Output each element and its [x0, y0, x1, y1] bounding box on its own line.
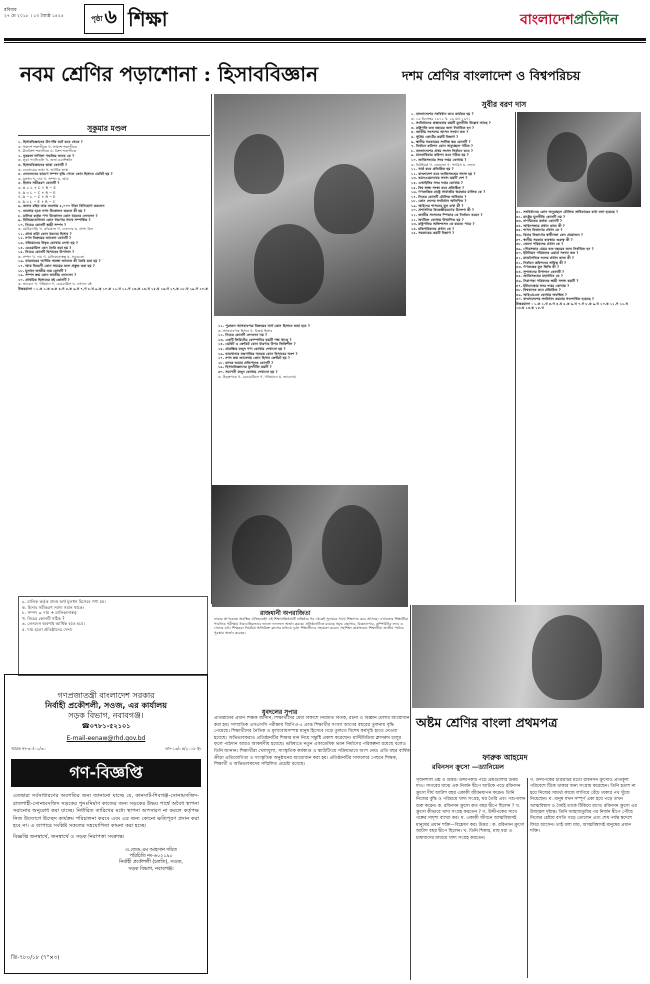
column-rule — [410, 605, 411, 980]
photo-figure — [532, 615, 602, 700]
question-line: ২০. প্রশাসনিক বিকেন্দ্রীকরণের উদ্দেশ্য কী ? — [411, 208, 474, 213]
class9-questions-continued — [218, 324, 406, 604]
question-line: ক. মোটরগাড়ি খ. কাঁচামাল গ. দেনাদার ঘ. প্রাপ্য বিল — [18, 227, 94, 232]
column-rule — [211, 94, 212, 604]
question-line: গ. ঊনবিংশ শতাব্দীতে ঘ. বিংশ শতাব্দীতে — [18, 149, 77, 154]
issue-date — [4, 8, 64, 20]
question-line: ২৪. ডেবিট ও ক্রেডিট কোন ধারণার উপর ভিত্তিশীল ? — [218, 342, 296, 347]
question-line: ৪২. নির্বাচন কমিশনের দায়িত্ব কী ? — [516, 260, 567, 265]
class8-text-b — [530, 778, 642, 984]
question-line: ১৭. আয় বিবরণী কোন সময়ের জন্য প্রস্তুত করা হয় ? — [18, 264, 95, 269]
headline-class9: নবম শ্রেণির পড়াশোনা : হিসাববিজ্ঞান — [20, 62, 319, 86]
question-line: খ. A = L − C + R − E — [18, 190, 56, 195]
question-line: ৪. জাতীয় সংসদের আসন সংখ্যা কত ? — [411, 130, 469, 135]
question-line: ক. নিউইয়র্ক খ. জেনেভা গ. প্যারিস ঘ. লন্ডন — [411, 162, 476, 167]
notice-banner: গণ-বিজ্ঞপ্তি — [11, 759, 201, 787]
notice-email[interactable]: E-mail-eenaw@rhd.gov.bd — [66, 735, 146, 742]
question-line: ২. সংবিধানের প্রস্তাবনায় কয়টি মূলনীতি উল্লেখ আছে ? — [411, 121, 491, 126]
question-line: ৯. বিনিময়যোগ্যতা কোন ধারণার সাথে সম্পর্কিত ? — [18, 218, 91, 223]
column-rule — [527, 778, 528, 978]
question-line: ৪০. ইউনিয়ন পরিষদের ওয়ার্ড সংখ্যা কত ? — [516, 251, 579, 256]
notice-ref-left: স্মারক নং-৩০/০১/৩০ — [11, 746, 46, 751]
question-line: ক. উদ্বৃত্তপত্রে খ. রেওয়ামিলে গ. খতিয়ানে ঘ. জাবেদায় — [218, 374, 297, 379]
page-number: ৬ — [104, 6, 117, 28]
question-line: ২৪. মন্ত্রিপরিষদের প্রধান কে ? — [411, 226, 455, 231]
question-line: ২৫. সরকারের কয়টি বিভাগ ? — [411, 231, 455, 236]
question-line: ১৮. মূলধন জাতীয় ব্যয় কোনটি ? — [18, 268, 67, 273]
tip-item: ৮. সম্পদ = দায় + মালিকানাস্বত্ব — [22, 610, 77, 616]
question-line: ৩৫. শাসন বিভাগের প্রধান কে ? — [516, 228, 563, 233]
question-line: ৫. হিসাব সমীকরণ কোনটি ? — [18, 181, 60, 186]
question-line: ৪৪. সুশাসনের উপাদান কোনটি ? — [516, 269, 565, 274]
question-line: ১০. জাতিসংঘের সদর দপ্তর কোথায় ? — [411, 157, 467, 162]
class10-questions-continued — [516, 210, 636, 590]
notice-phone: ☎০৭৮১-৫২১০১ — [81, 722, 131, 730]
notice-ref-right: তাং-১৩/০৫/২০১৮ ইং — [165, 746, 201, 751]
question-line: ৪৯. আইএমএফ কোথায় অবস্থিত ? — [516, 292, 567, 297]
headline-class10: দশম শ্রেণির বাংলাদেশ ও বিশ্বপরিচয় — [402, 68, 581, 83]
question-line: ১৪. ওআইসির সদর দপ্তর কোথায় ? — [411, 180, 464, 185]
question-line: ১৩. কমনওয়েলথের সদস্য কয়টি দেশ ? — [411, 176, 468, 181]
class9-questions — [18, 140, 210, 595]
question-line: ২৭. নগদ ক্রয় জাবেদায় কোন হিসাব ক্রেডিট হয় ? — [218, 356, 290, 361]
question-line: ২৬. কারখানার যন্ত্রপাতির অবচয় কোন হিসাবের অংশ ? — [218, 351, 298, 356]
signature-line4: সড়ক বিভাগ, নবাবগঞ্জ। — [128, 866, 174, 872]
headline-class8: অষ্টম শ্রেণির বাংলা প্রথমপত্র — [416, 715, 558, 730]
class8-subtitle: রবিনসন ক্রুসো —ড্যানিয়েল — [432, 763, 504, 771]
question-line: ২১. পুরাতন আসবাবপত্র বিক্রয়ের অর্থ কোন হিসাবে জমা হবে ? — [218, 324, 310, 328]
story-title-jabnal: যুবদলের সুপার — [262, 709, 298, 716]
question-line: ৭. ব্যবসায় হতে নগদ উত্তোলন করলে কী হয় ? — [18, 208, 86, 213]
page-prefix: পৃষ্ঠা — [91, 15, 103, 23]
notice-end: বিজ্ঞপ্তি জনস্বার্থে, জনস্বার্থে ও সড়ক নিরাপত্তা সংক্রান্ত। — [13, 833, 125, 840]
question-line: ক. ব্যবসায়ের ভাষা খ. আর্থিক ভাষা — [18, 167, 69, 172]
question-line: গ. A − L − C + R − E — [18, 195, 56, 200]
question-line: ১৯. আইনের শাসনের মূল কথা কী ? — [411, 203, 464, 208]
question-line: ক. A = L + C + R − E — [18, 185, 56, 190]
question-line: ৫. সুপ্রিম কোর্টের কয়টি বিভাগ ? — [411, 134, 459, 139]
question-line: ১০. নিচের কোনটি স্থায়ী সম্পদ ? — [18, 222, 67, 227]
notice-body — [5, 787, 207, 842]
question-line: ১৪. রেওয়ামিল কেন তৈরি করা হয় ? — [18, 245, 72, 250]
question-line: ১৯. সম্পদ ক্রয় কোন জাতীয় লেনদেন ? — [18, 273, 77, 278]
notice-body-text: এতদ্বারা সর্বসাধারণের অবগতির জন্য জানানো যাচ্ছে যে, কানসাট-শিবগঞ্জ-সোনামসজিদ-রাজশাহী-সোনামসজিদ সড়কের পুনঃনির্মাণ কাজের জন্য সড়কের উভয় পার্শ্বে অবৈধ স্থাপনা সরানোর অনুরোধ করা যাচ্ছে। নির্ধারিত তারিখের মধ্যে স্থাপনা অপসারণ না করলে কর্তৃপক্ষ নিজ উদ্যোগে উচ্ছেদ কার্যক্রম পরিচালনা করবে এবং এর জন্য কোনো ক্ষতিপূরণ প্রদান করা হবে না। এ ব্যাপারে সংশ্লিষ্ট সকলের সহযোগিতা কামনা করা হচ্ছে। — [13, 793, 199, 830]
photo-figure — [314, 164, 374, 234]
issue-day: রবিবার — [4, 8, 17, 13]
question-line: ৪৭. ইউনেস্কোর সদর দপ্তর কোথায় ? — [516, 283, 570, 288]
question-line: ১১. সার্ক কবে প্রতিষ্ঠিত হয় ? — [411, 167, 454, 172]
question-line: ৬. স্থানীয় সরকারের সর্বনিম্ন স্তর কোনটি ? — [411, 139, 471, 144]
question-line: ৩৬. বিচার বিভাগের স্বাধীনতা কেন প্রয়োজন ? — [516, 232, 584, 237]
notice-refs — [5, 742, 207, 753]
question-line: ঘ. A = L − E + R − C — [18, 199, 56, 204]
question-line: ২০. প্রাথমিক হিসাবের বই কোনটি ? — [18, 277, 70, 282]
tips-box — [18, 596, 208, 676]
logo-part1: বাংলাদেশ — [520, 12, 574, 28]
class10-questions — [411, 112, 515, 442]
notice-line3: সড়ক বিভাগ, নবাবগঞ্জ। — [68, 711, 144, 720]
question-line: ৩৩. নাগরিকের কর্তব্য কোনটি ? — [516, 219, 563, 224]
question-line: ২৫. প্রারম্ভিক মজুদ পণ্য কোথায় দেখানো হয় ? — [218, 346, 286, 351]
photo-figure — [234, 134, 284, 194]
class8-paragraph: সৃজনশীল প্রশ্ন ও উত্তর। উদ্দীপকটি পড়ে প্রশ্নগুলোর উত্তর দাও। সাগরের মাঝে এক নির্জন দ্বীপে আটকে পড়ে রবিনসন ক্রুসো দীর্ঘ আটাশ বছর একাকী জীবনযাপন করেন। তিনি নিজের বুদ্ধি ও পরিশ্রমে খাদ্য সংগ্রহ, ঘর তৈরি এবং পশুপালন শুরু করেন। ক. রবিনসন ক্রুসো কত বছর দ্বীপে ছিলেন ? খ. ক্রুসো কীভাবে খাদ্য সংগ্রহ করতেন ? গ. উদ্দীপকের সাথে গল্পের সাদৃশ্য ব্যাখ্যা কর। ঘ. একাকী জীবনে আত্মবিশ্বাসই মানুষের প্রধান শক্তি—বিশ্লেষণ কর। উত্তর : ক. রবিনসন ক্রুসো আটাশ বছর দ্বীপে ছিলেন। খ. তিনি শিকার, মাছ ধরা ও চাষাবাদের মাধ্যমে খাদ্য সংগ্রহ করতেন। — [416, 778, 526, 841]
tip-item: ৯. মালিক কর্তৃক প্রদত্ত অর্থ মূলধন হিসেবে গণ্য হয়। — [22, 599, 106, 604]
question-line: ১১. প্রাপ্ত বাট্টা কোন ধরনের হিসাব ? — [18, 231, 72, 236]
question-line: ক. আসবাবপত্র হিসাব খ. বিক্রয় হিসাব — [218, 328, 273, 333]
question-line: ১৫. নিচের কোনটি হিসাবের উপাদান ? — [18, 250, 75, 255]
question-line: ৩৯. পৌরসভার মেয়র কত বছরের জন্য নির্বাচিত হন ? — [516, 246, 594, 251]
question-line: ২৮. ব্যাংক জমার প্রতিপাদক কোনটি ? — [218, 360, 274, 365]
question-line: ২৩. রাষ্ট্রপতির অভিশংসন কে করতে পারে ? — [411, 222, 475, 227]
question-line: ৪৫. জাতিসংঘের মহাসচিব কে ? — [516, 274, 563, 279]
question-line: ক. মূলধন খ. দায় গ. সম্পদ ঘ. আয় — [18, 176, 69, 181]
question-line: ২৩. একটি লিমিটেড কোম্পানির কয়টি পক্ষ থাকে ? — [218, 337, 292, 342]
story-text: প্রতিষ্ঠানের প্রধান শিক্ষক জানান, শিক্ষার্থীদের মেধা বিকাশে নিয়মিত বিতর্ক, রচনা ও বিজ্ঞান মেলার আয়োজন করা হয়। সাম্প্রতিক এসএসসি পরীক্ষায় জিপিএ-৫ প্রাপ্ত শিক্ষার্থীর সংখ্যা আগের বছরের তুলনায় বৃদ্ধি পেয়েছে। শিক্ষার্থীদের নৈতিক ও মূল্যবোধসম্পন্ন মানুষ হিসেবে গড়ে তুলতে বিশেষ কর্মসূচি হাতে নেওয়া হয়েছে। অভিভাবকরাও প্রতিষ্ঠানটির শিক্ষার মান নিয়ে সন্তুষ্টি প্রকাশ করেছেন। মাল্টিমিডিয়া ক্লাসরুম চালুর ফলে পাঠদান আরও আকর্ষণীয় হয়েছে। ভবিষ্যতে নতুন একাডেমিক ভবন নির্মাণের পরিকল্পনা রয়েছে বলেও তিনি জানান। শিক্ষার্থীরা খেলাধুলা, সাংস্কৃতিক কর্মকাণ্ড ও স্কাউটিংয়ে সক্রিয়ভাবে অংশ নেয়। প্রতি বছর বার্ষিক ক্রীড়া প্রতিযোগিতা ও সাংস্কৃতিক অনুষ্ঠানের আয়োজন করা হয়। প্রতিষ্ঠানটির সাফল্যের পেছনে শিক্ষক, শিক্ষার্থী ও অভিভাবকদের সম্মিলিত প্রচেষ্টা রয়েছে। — [214, 716, 410, 768]
photo-figure — [254, 224, 324, 304]
question-line: ২১. জাতীয় সংসদের স্পিকার কে নির্বাচন করেন ? — [411, 213, 483, 218]
page-number-box — [84, 4, 124, 34]
tip-item: ৫. দায় হলো প্রতিষ্ঠানের দেনা। — [22, 626, 73, 632]
header-rule-thin — [4, 42, 646, 43]
question-line: ৩০. সমাপনী মজুদ কোথায় দেখানো হয় ? — [218, 369, 278, 374]
newspaper-logo — [520, 8, 618, 32]
question-line: ১২. নগদ বিক্রয়ের জাবেদা কোনটি ? — [18, 236, 72, 241]
question-line: ক. পঞ্চদশ শতাব্দীতে খ. সপ্তদশ শতাব্দীতে — [18, 144, 77, 149]
photo-figure — [587, 152, 632, 202]
question-line: ক. লুকা প্যাসিওলি খ. জর্জ ওয়াশিংটন — [18, 158, 73, 163]
byline-class9: সুকুমার মণ্ডল — [87, 124, 127, 133]
question-line: ১৩. খতিয়ানের উদ্বৃত্ত কোথায় লেখা হয় ? — [18, 241, 78, 246]
question-line: ৪. লেনদেনের কারণে সম্পদ বৃদ্ধি পেলে কোন হিসাবে ডেবিট হয় ? — [18, 172, 113, 177]
section-title: শিক্ষা — [128, 7, 168, 31]
question-line: ১. হিসাববিজ্ঞানের উৎপত্তি ঘটে কবে থেকে ? — [18, 140, 83, 144]
question-line: ১২. বাংলাদেশ কবে জাতিসংঘের সদস্য হয় ? — [411, 171, 476, 176]
notice-line1: গণপ্রজাতন্ত্রী বাংলাদেশ সরকার — [57, 691, 155, 700]
question-line: ৯. মানবাধিকার কমিশন কবে গঠিত হয় ? — [411, 153, 469, 158]
question-line: ৪৮. বিশ্বব্যাংক কবে প্রতিষ্ঠিত ? — [516, 288, 561, 293]
question-line: ২২. নিচের কোনটি লেনদেন নয় ? — [218, 333, 268, 338]
question-line: ১৭. নিচের কোনটি মৌলিক অধিকার ? — [411, 194, 467, 199]
question-line: ৫০. বাংলাদেশের সংবিধান কয়বার সংশোধিত হয়েছে ? — [516, 297, 594, 302]
photo-students-classroom — [517, 112, 641, 207]
photo-figure — [547, 132, 587, 182]
photo-students-exam — [214, 94, 406, 316]
question-line: ৬. জনাব রহিম তার ব্যবসায় ৫,০০০ টাকা বিনিয়োগ করলেন — [18, 204, 105, 209]
header-rule — [4, 38, 646, 41]
question-line: ৪১. রাজনৈতিক দলের প্রধান কাজ কী ? — [516, 255, 574, 260]
question-line: ৪৬. নিরাপত্তা পরিষদের স্থায়ী সদস্য কয়টি ? — [516, 278, 579, 283]
byline-class8: ফারুক আহমেদ — [482, 753, 528, 762]
signature-line3: নির্বাহী প্রকৌশলী (চলতি), সওজ, — [119, 860, 183, 866]
question-line: ৩৭. স্থানীয় সরকার ব্যবস্থার গুরুত্ব কী ? — [516, 237, 573, 242]
question-line: ২৯. হিসাববিজ্ঞানের মূলনীতি কয়টি ? — [218, 365, 272, 370]
question-line: ৮. মালিক কর্তৃক পণ্য উত্তোলন কোন ধরনের লেনদেন ? — [18, 213, 98, 218]
question-line: ২. দুতরফা দাখিলা পদ্ধতির জনক কে ? — [18, 153, 75, 158]
question-line: ১৬. কারবারের আর্থিক অবস্থা জানতে কী তৈরি করা হয় ? — [18, 259, 101, 264]
question-line: ৩. রাষ্ট্রপতি কত বছরের জন্য নির্বাচিত হন ? — [411, 125, 475, 130]
question-line: ক. ১৬ ডিসেম্বর ১৯৭২ খ. ২৬ মার্চ ১৯৭১ — [411, 116, 471, 121]
notice-ref-bottom: জি-৭৮০/১৮ (৭"×৩) — [11, 955, 60, 961]
question-line: ক. সম্পদ খ. দায় গ. মালিকানাস্বত্ব ঘ. সবগুলো — [18, 254, 85, 259]
issue-date-text: ২৭ মে ২০১৮ । ১৩ জ্যৈষ্ঠ ১৪২৫ — [4, 14, 64, 19]
tip-item: ৬. লেনদেন অবশ্যই আর্থিক হতে হবে। — [22, 621, 85, 627]
question-line: ৭. নির্বাচন কমিশন কোন অনুচ্ছেদে গঠিত ? — [411, 144, 473, 149]
question-line: ৩২. রাষ্ট্রের মূলনীতি কোনটি নয় ? — [516, 214, 566, 219]
question-line: ৩৪. আইনসভার প্রধান কাজ কী ? — [516, 223, 565, 228]
question-line: ক. জাবেদা খ. খতিয়ান গ. রেওয়ামিল ঘ. নগদান বই — [18, 282, 92, 287]
class8-text-a — [416, 778, 526, 984]
tip-item: খ. নিচের কোনটি সঠিক ? — [22, 615, 65, 621]
question-line: ২২. অর্থবিল কোথায় উত্থাপিত হয় ? — [411, 217, 464, 222]
tip-item: ক. হিসাব সমীকরণ সর্বদা সমান থাকে। — [22, 604, 85, 610]
answers: উত্তরমালা : ১.ক ২.ক ৩.ক ৪.গ ৫.ক ৬.খ ৭.গ ৮.খ ৯.ক ১০.ক ১১.খ ১২.গ ১৩.ক ১৪.খ ১৫.ঘ ১৬.গ ১৭.ক ১৮.খ ১৯.গ ২০.ক — [18, 287, 208, 291]
question-line: ১৮. কোন দেশের সংবিধান অলিখিত ? — [411, 199, 467, 204]
rule — [18, 135, 210, 136]
story-title-rajdhani: রাজধানী অপরাজিতা — [260, 610, 311, 617]
question-line: ৩১. সংবিধানের কোন অনুচ্ছেদে মৌলিক অধিকারের কথা বলা হয়েছে ? — [516, 210, 619, 214]
government-notice — [4, 674, 208, 974]
notice-signature — [95, 848, 207, 874]
question-line: ১৬. গণতান্ত্রিক রাষ্ট্রে সার্বভৌম ক্ষমতার মালিক কে ? — [411, 190, 486, 195]
question-line: ৮. বাংলাদেশের প্রথম সংসদ নির্বাচন কবে ? — [411, 148, 473, 153]
story-text: ঢাকার প্রাণকেন্দ্রে অবস্থিত ঐতিহ্যবাহী এই শিক্ষাপ্রতিষ্ঠানটি প্রতিষ্ঠার পর থেকেই সুনামের সাথে শিক্ষাদান করে আসছে। এখানকার শিক্ষার্থীরা পাবলিক পরীক্ষায় ধারাবাহিকভাবে ভালো ফলাফল অর্জন করছে। প্রতিষ্ঠানটিতে রয়েছে সমৃদ্ধ গ্রন্থাগার, বিজ্ঞানাগার, কম্পিউটার ল্যাব ও খেলার মাঠ। শিক্ষকরা নিয়মিত অতিরিক্ত ক্লাসের মাধ্যমে দুর্বল শিক্ষার্থীদের সহায়তা করেন। সহশিক্ষা কার্যক্রমেও শিক্ষার্থীরা জাতীয় পর্যায়ে পুরস্কার অর্জন করেছে। — [214, 617, 409, 635]
photo-girl-writing — [412, 605, 644, 708]
byline-class10: সুবীর বরণ দাস — [481, 100, 527, 109]
question-line: ১৫. বিশ্ব স্বাস্থ্য সংস্থা কবে প্রতিষ্ঠিত ? — [411, 185, 465, 190]
signature-line1: এ.জেড.এম আহসান দয়িত — [125, 847, 177, 853]
notice-header — [5, 691, 207, 731]
question-line: ৪৩. গণতন্ত্রের মূল ভিত্তি কী ? — [516, 265, 560, 270]
logo-part2: প্রতিদিন — [573, 12, 619, 28]
question-line: ৩. হিসাববিজ্ঞানের ভাষা কোনটি ? — [18, 162, 68, 167]
notice-line2: নির্বাহী প্রকৌশলী, সওজ, এর কার্যালয় — [45, 701, 167, 710]
class8-paragraph: গ. উদ্দীপকের চরিত্রটির মতো রবিনসন ক্রুসোও প্রতিকূল পরিবেশে টিকে থাকার জন্য সংগ্রাম করেছেন। তিনি হতাশ না হয়ে নিজের সামর্থ্য কাজে লাগিয়ে বেঁচে থাকার পথ খুঁজে নিয়েছেন। ঘ. মানুষ যখন সম্পূর্ণ একা হয়ে পড়ে তখন আত্মবিশ্বাস ও ধৈর্যই তাকে টিকিয়ে রাখে। রবিনসন ক্রুসো এর উজ্জ্বল দৃষ্টান্ত। তিনি জাহাজডুবির পর নির্জন দ্বীপে পৌঁছে নিজের চেষ্টায় বসতি গড়ে তোলেন এবং শেষ পর্যন্ত স্বদেশে ফিরে আসেন। তাই বলা যায়, আত্মবিশ্বাসই মানুষের প্রধান শক্তি। — [530, 778, 638, 835]
story-jabnal — [214, 716, 410, 978]
story-rajdhani — [214, 617, 410, 703]
signature-line2: পরিচিতি নং-৬০২১৯০ — [129, 853, 173, 859]
answers: উত্তরমালা : ১.ক ২.খ ৩.গ ৪.ঘ ৫.ক ৬.খ ৭.গ ৮.ক ৯.খ ১০.ক ১১.গ ১২.খ ১৩.ঘ ১৪.ক ১৫.খ — [516, 301, 628, 311]
question-line: ১. বাংলাদেশের সংবিধান কবে কার্যকর হয় ? — [411, 112, 474, 116]
question-line: ৩৮. জেলা পরিষদের প্রধান কে ? — [516, 242, 564, 247]
